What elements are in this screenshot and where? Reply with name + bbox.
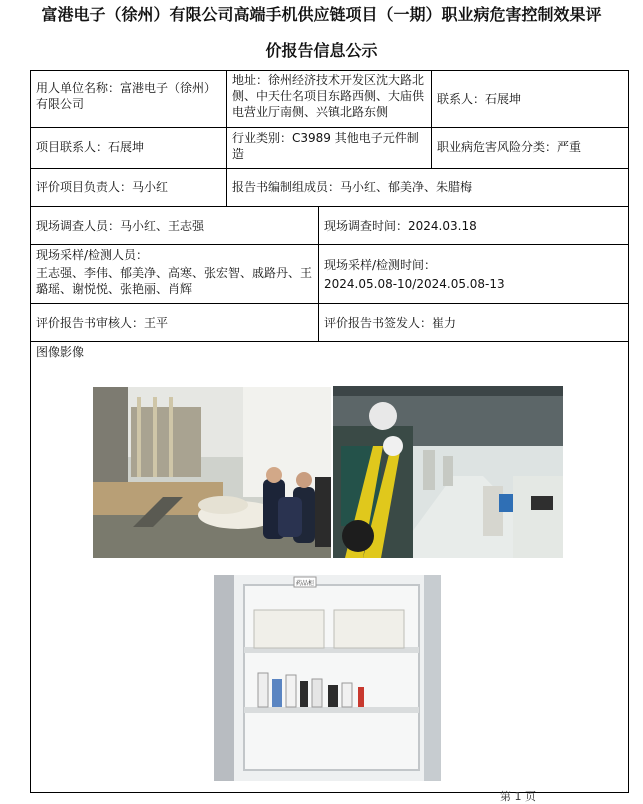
contact-person: 联系人：石展坤	[437, 92, 522, 106]
document-title-line2: 价报告信息公示	[265, 41, 378, 60]
report-reviewer: 评价报告书审核人：王平	[36, 316, 169, 330]
images-label: 图像影像	[36, 345, 85, 359]
report-issuer: 评价报告书签发人：崔力	[324, 316, 457, 330]
cabinet-sign: 药品柜	[296, 580, 315, 587]
report-team: 报告书编制组成员：马小红、郁美净、朱腊梅	[232, 180, 473, 194]
site-photo-workshop	[93, 387, 331, 558]
risk-classification: 职业病危害风险分类：严重	[437, 140, 582, 154]
site-photo-chemical-cabinet	[214, 575, 441, 781]
site-photo-production-line	[333, 386, 563, 558]
site-investigators: 现场调查人员：马小红、王志强	[36, 219, 205, 233]
sampling-time-label: 现场采样/检测时间：	[324, 258, 437, 272]
document-title-line1: 富港电子（徐州）有限公司高端手机供应链项目（一期）职业病危害控制效果评	[41, 5, 602, 24]
address: 地址：徐州经济技术开发区沈大路北侧、中天仕名项目东路西侧、大庙供电营业厅南侧、兴镇北路东侧	[232, 73, 425, 119]
sampling-time-value: 2024.05.08-10/2024.05.08-13	[324, 277, 505, 291]
industry-category: 行业类别：C3989 其他电子元件制造	[232, 131, 419, 161]
sampling-staff-label: 现场采样/检测人员：	[36, 248, 149, 262]
project-contact: 项目联系人：石展坤	[36, 140, 145, 154]
page-footer: 第 1 页	[500, 790, 536, 803]
sampling-staff-names: 王志强、李伟、郁美净、高寒、张宏智、戚路丹、王璐瑶、谢悦悦、张艳丽、肖辉	[36, 266, 313, 296]
site-investigation-time: 现场调查时间：2024.03.18	[324, 219, 477, 233]
project-leader: 评价项目负责人：马小红	[36, 180, 169, 194]
employer-name: 用人单位名称：富港电子（徐州）有限公司	[36, 81, 217, 111]
